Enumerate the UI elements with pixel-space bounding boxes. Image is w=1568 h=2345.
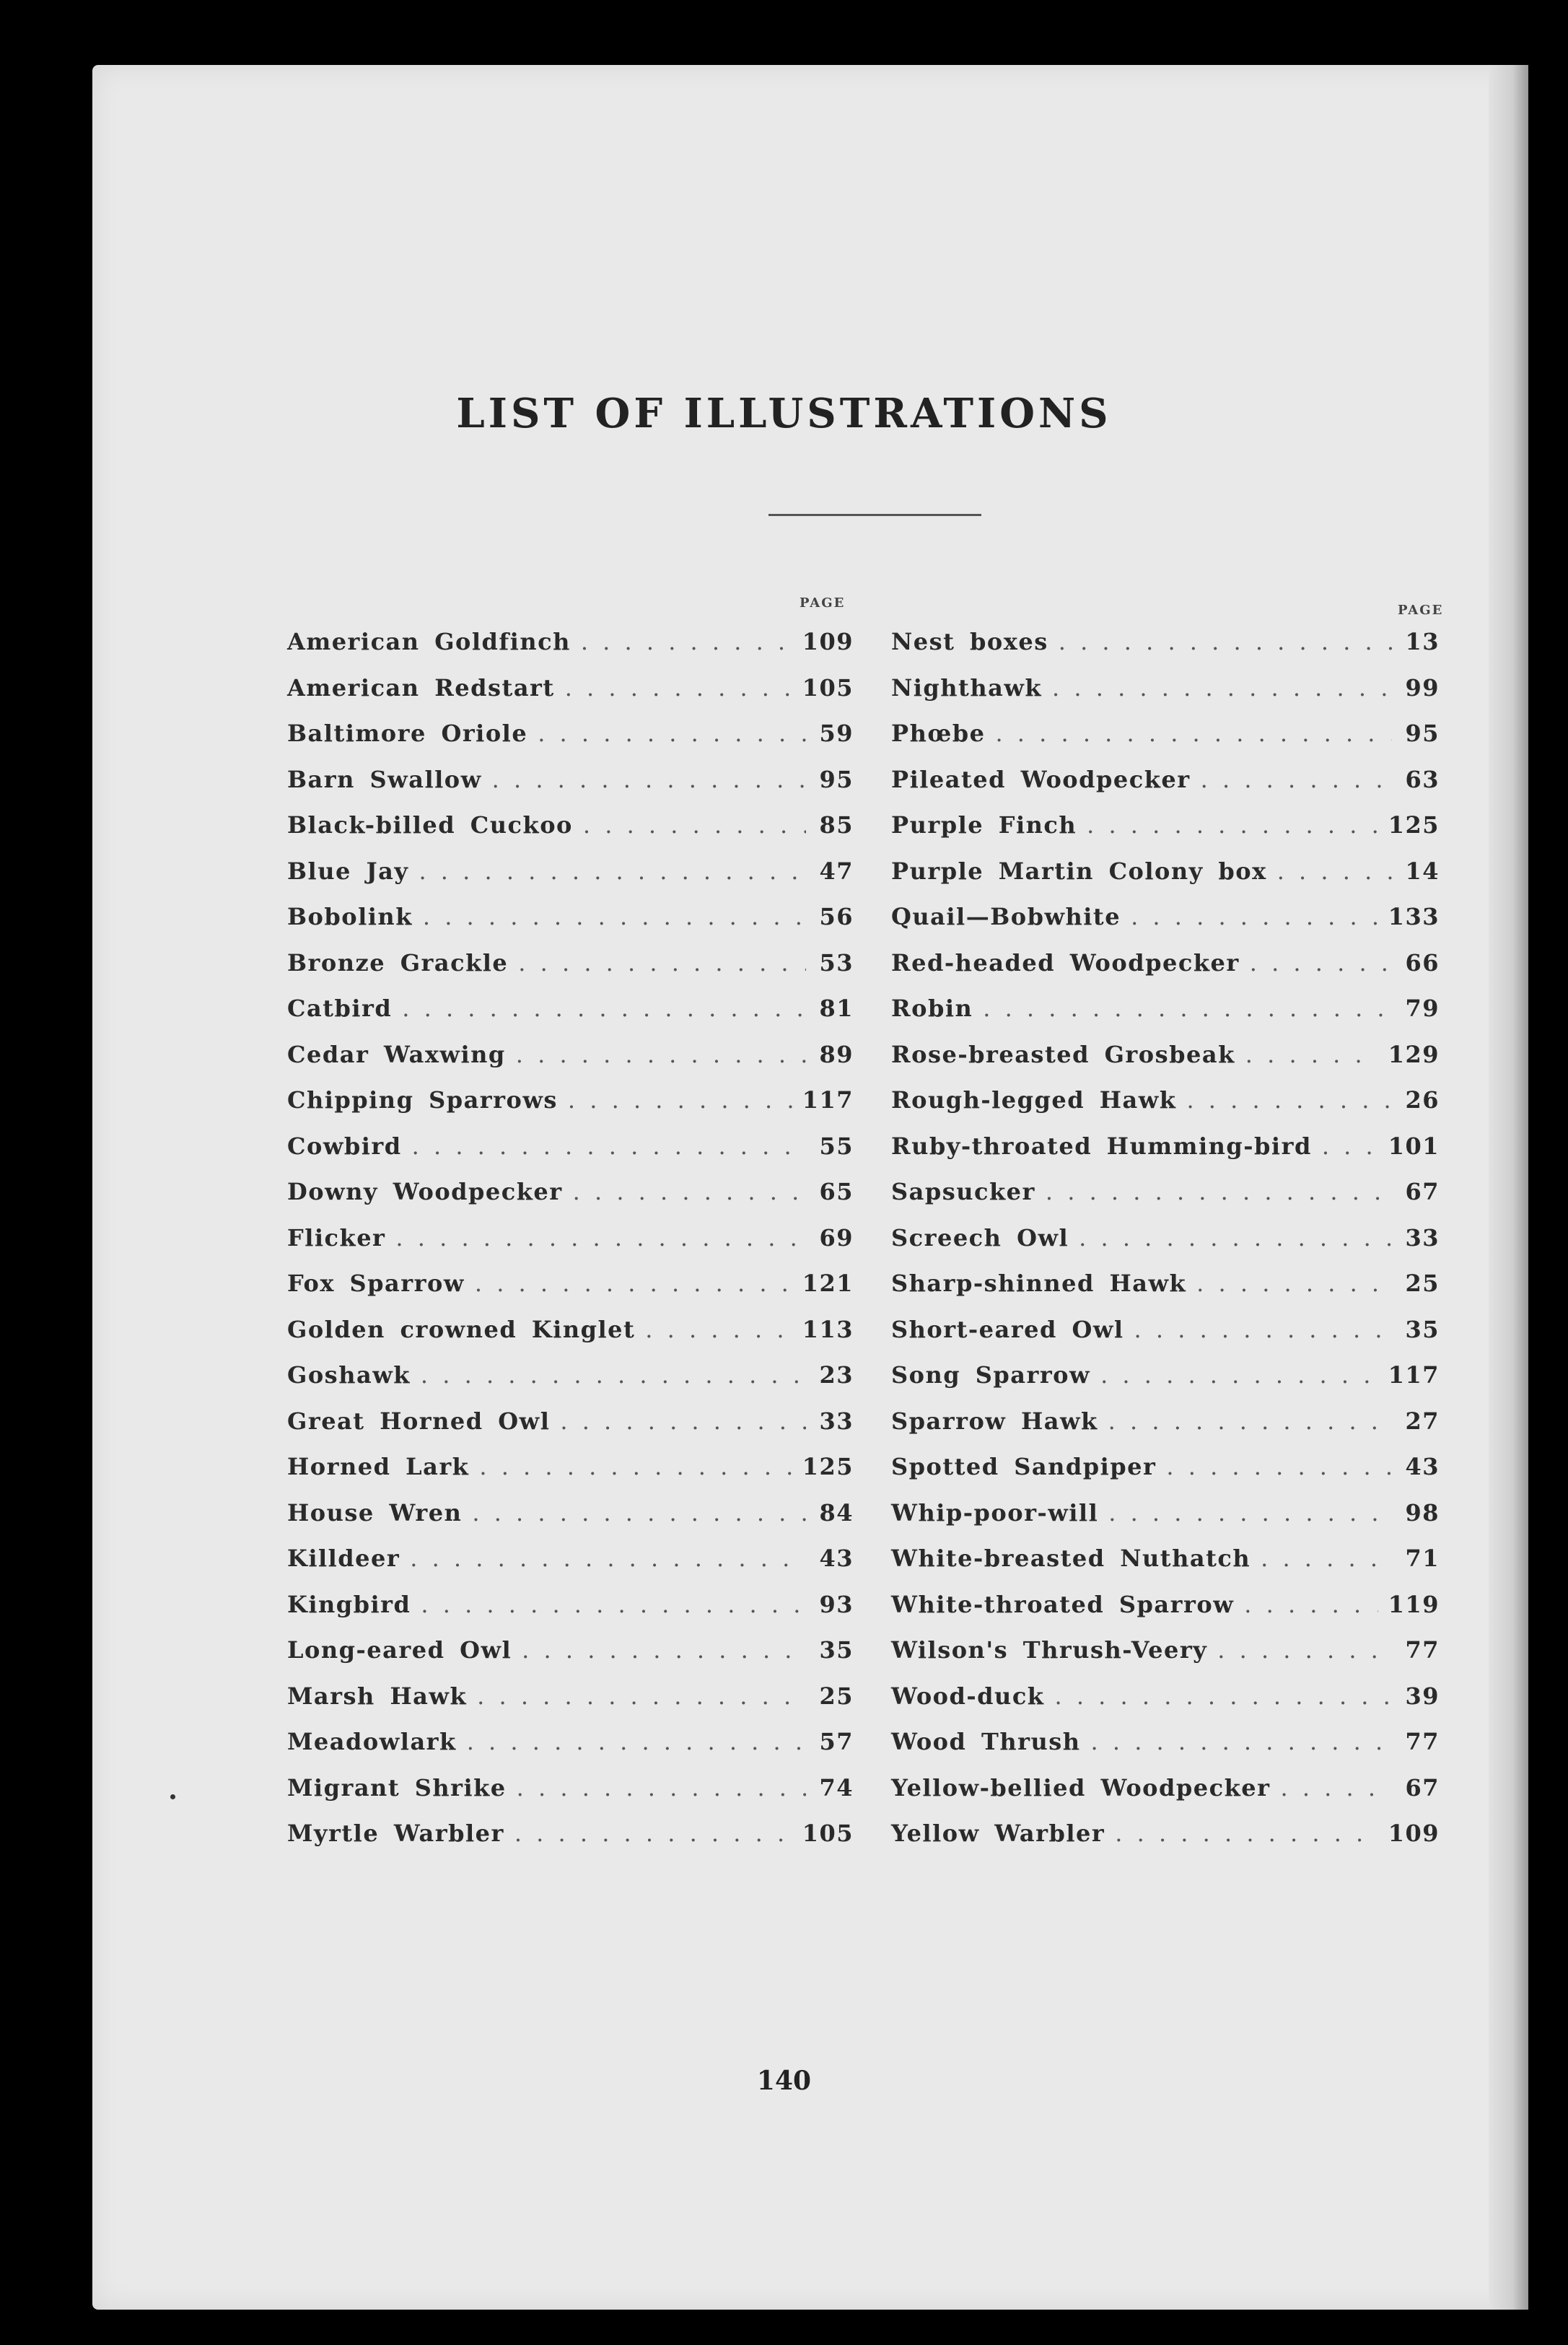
illustration-name: Robin: [891, 995, 973, 1022]
illustration-name: Bobolink: [287, 903, 413, 930]
illustration-page: 35: [1405, 1315, 1440, 1343]
dot-leader: [1108, 1407, 1392, 1435]
list-item: [891, 1636, 1440, 1682]
illustration-name: Killdeer: [287, 1545, 400, 1572]
dot-leader: [1201, 766, 1392, 793]
illustration-page: 74: [819, 1773, 854, 1802]
dot-leader: [1217, 1636, 1392, 1664]
dot-leader: [1244, 1591, 1378, 1618]
list-item: [891, 766, 1440, 812]
list-item: [891, 1316, 1440, 1362]
list-item: [287, 1270, 854, 1316]
illustration-page: 85: [819, 811, 854, 839]
illustration-page: 119: [1388, 1590, 1440, 1618]
illustration-name: Wilson's Thrush-Veery: [891, 1636, 1208, 1664]
illustration-name: Wood Thrush: [891, 1728, 1081, 1755]
dot-leader: [492, 766, 806, 793]
illustration-page: 25: [1405, 1270, 1440, 1297]
list-item: [287, 1132, 854, 1179]
list-item: [287, 674, 854, 720]
illustration-name: Flicker: [287, 1223, 386, 1252]
illustration-name: Short-eared Owl: [891, 1315, 1124, 1343]
illustration-page: 125: [1388, 811, 1440, 839]
list-item: [287, 995, 854, 1041]
list-item: [891, 1224, 1440, 1270]
illustration-name: Migrant Shrike: [287, 1773, 507, 1802]
list-item: [287, 1820, 854, 1866]
title-rule: [768, 514, 981, 516]
dot-leader: [560, 1407, 806, 1435]
illustration-name: Catbird: [287, 995, 393, 1022]
dot-leader: [477, 1682, 806, 1710]
right-page-column-header: PAGE: [1398, 603, 1444, 618]
illustration-page: 95: [819, 765, 854, 793]
illustration-name: Great Horned Owl: [287, 1407, 551, 1435]
illustration-page: 105: [802, 673, 854, 702]
dot-leader: [995, 720, 1392, 747]
illustration-name: Blue Jay: [287, 857, 409, 885]
illustrations-list-right: [891, 628, 1440, 1866]
illustration-page: 55: [819, 1132, 854, 1160]
illustration-name: Whip-poor-will: [891, 1498, 1099, 1527]
illustration-name: Sparrow Hawk: [891, 1407, 1098, 1435]
illustration-page: 25: [819, 1682, 854, 1710]
list-item: [287, 1774, 854, 1820]
illustration-page: 98: [1405, 1498, 1440, 1527]
illustration-name: Yellow-bellied Woodpecker: [891, 1773, 1271, 1802]
dot-leader: [1250, 949, 1392, 977]
list-item: [891, 811, 1440, 857]
dot-leader: [1087, 811, 1378, 839]
list-item: [287, 1407, 854, 1454]
list-item: [287, 1682, 854, 1729]
illustration-page: 77: [1405, 1636, 1440, 1664]
list-item: [287, 1316, 854, 1362]
dot-leader: [410, 1545, 806, 1572]
illustration-name: Golden crowned Kinglet: [287, 1315, 636, 1343]
illustration-page: 43: [819, 1545, 854, 1572]
illustration-page: 79: [1405, 995, 1440, 1022]
illustration-name: Downy Woodpecker: [287, 1178, 563, 1205]
illustration-name: Cowbird: [287, 1132, 402, 1160]
illustration-name: Kingbird: [287, 1590, 411, 1618]
illustration-page: 93: [819, 1590, 854, 1618]
illustration-name: Marsh Hawk: [287, 1682, 468, 1710]
illustration-name: American Goldfinch: [287, 628, 571, 655]
dot-leader: [1322, 1132, 1378, 1160]
list-item: [891, 1682, 1440, 1729]
illustrations-list-left: [287, 628, 854, 1866]
illustration-page: 84: [819, 1498, 854, 1527]
list-item: [287, 1499, 854, 1545]
dot-leader: [538, 720, 806, 747]
dot-leader: [479, 1453, 792, 1480]
illustration-name: Purple Martin Colony box: [891, 857, 1267, 885]
list-item: [891, 995, 1440, 1041]
illustration-page: 67: [1405, 1178, 1440, 1205]
illustration-page: 121: [802, 1270, 854, 1297]
dot-leader: [1115, 1820, 1378, 1847]
illustration-page: 125: [802, 1453, 854, 1480]
illustration-name: Baltimore Oriole: [287, 720, 528, 747]
list-item: [287, 1545, 854, 1591]
list-item: [891, 1545, 1440, 1591]
dot-leader: [581, 628, 792, 655]
illustration-name: White-throated Sparrow: [891, 1590, 1235, 1618]
illustration-page: 67: [1405, 1773, 1440, 1802]
list-item: [891, 1407, 1440, 1454]
illustration-name: Barn Swallow: [287, 765, 482, 793]
illustration-page: 109: [1388, 1820, 1440, 1847]
illustration-name: Spotted Sandpiper: [891, 1453, 1157, 1480]
list-item: [287, 1728, 854, 1774]
illustration-name: American Redstart: [287, 673, 555, 702]
illustration-page: 81: [819, 995, 854, 1022]
illustration-name: Pileated Woodpecker: [891, 765, 1191, 793]
list-item: [287, 1636, 854, 1682]
dot-leader: [1108, 1499, 1392, 1527]
illustration-name: Nest boxes: [891, 628, 1048, 655]
dot-leader: [1196, 1270, 1392, 1297]
illustration-page: 35: [819, 1636, 854, 1664]
illustration-name: Cedar Waxwing: [287, 1040, 506, 1068]
list-item: [891, 1270, 1440, 1316]
illustration-page: 39: [1405, 1682, 1440, 1710]
dot-leader: [467, 1728, 806, 1755]
illustration-page: 53: [819, 948, 854, 977]
illustration-name: Myrtle Warbler: [287, 1820, 504, 1847]
illustration-page: 117: [802, 1086, 854, 1114]
illustration-page: 71: [1405, 1545, 1440, 1572]
list-item: [891, 1132, 1440, 1179]
list-item: [287, 857, 854, 904]
dot-leader: [1059, 628, 1392, 655]
list-item: [891, 1774, 1440, 1820]
illustration-name: Phœbe: [891, 720, 986, 747]
illustration-page: 14: [1405, 857, 1440, 885]
list-item: [891, 857, 1440, 904]
illustration-page: 101: [1388, 1132, 1440, 1160]
list-item: [891, 720, 1440, 766]
illustration-page: 23: [819, 1361, 854, 1389]
dot-leader: [583, 811, 806, 839]
illustration-page: 13: [1405, 628, 1440, 655]
illustration-page: 105: [802, 1820, 854, 1847]
list-item: [891, 1499, 1440, 1545]
dot-leader: [516, 1041, 806, 1068]
list-item: [891, 1041, 1440, 1087]
list-item: [891, 1453, 1440, 1499]
illustration-page: 109: [802, 628, 854, 655]
dot-leader: [412, 1132, 806, 1160]
dot-leader: [565, 674, 792, 702]
list-item: [891, 628, 1440, 674]
dot-leader: [472, 1499, 806, 1527]
illustration-name: Fox Sparrow: [287, 1270, 465, 1297]
list-item: [891, 903, 1440, 949]
illustration-name: Ruby-throated Humming-bird: [891, 1132, 1312, 1160]
dot-leader: [1166, 1453, 1392, 1480]
list-item: [287, 766, 854, 812]
page-title: LIST OF ILLUSTRATIONS: [456, 390, 1112, 437]
left-page-column-header: PAGE: [800, 595, 846, 611]
illustration-name: Horned Lark: [287, 1453, 470, 1480]
illustration-page: 77: [1405, 1728, 1440, 1755]
illustration-name: Purple Finch: [891, 811, 1077, 839]
list-item: [891, 1820, 1440, 1866]
illustration-name: Song Sparrow: [891, 1361, 1091, 1389]
illustration-name: House Wren: [287, 1498, 463, 1527]
illustration-page: 65: [819, 1178, 854, 1205]
dot-leader: [983, 995, 1392, 1022]
illustration-name: Meadowlark: [287, 1728, 457, 1755]
list-item: [287, 1453, 854, 1499]
list-item: [287, 1224, 854, 1270]
list-item: [287, 903, 854, 949]
illustration-page: 89: [819, 1040, 854, 1068]
illustration-page: 113: [802, 1315, 854, 1343]
list-item: [287, 1361, 854, 1407]
illustration-page: 27: [1405, 1407, 1440, 1435]
illustration-page: 69: [819, 1223, 854, 1252]
list-item: [287, 720, 854, 766]
dot-leader: [645, 1316, 792, 1343]
dot-leader: [1100, 1361, 1378, 1389]
illustration-page: 133: [1388, 903, 1440, 930]
scan-speck: [170, 1794, 175, 1799]
illustration-name: Quail—Bobwhite: [891, 903, 1121, 930]
illustration-name: Sharp-shinned Hawk: [891, 1270, 1187, 1297]
illustration-name: White-breasted Nuthatch: [891, 1545, 1251, 1572]
dot-leader: [568, 1086, 792, 1114]
illustration-page: 33: [1405, 1223, 1440, 1252]
dot-leader: [419, 857, 806, 885]
dot-leader: [402, 995, 806, 1022]
list-item: [891, 1086, 1440, 1132]
illustration-page: 99: [1405, 673, 1440, 702]
illustration-page: 63: [1405, 765, 1440, 793]
illustration-name: Rough-legged Hawk: [891, 1086, 1177, 1114]
list-item: [891, 1728, 1440, 1774]
list-item: [891, 1591, 1440, 1637]
illustration-name: Goshawk: [287, 1361, 411, 1389]
illustration-page: 33: [819, 1407, 854, 1435]
illustration-name: Sapsucker: [891, 1178, 1035, 1205]
list-item: [287, 811, 854, 857]
dot-leader: [1052, 674, 1392, 702]
illustration-page: 129: [1388, 1040, 1440, 1068]
dot-leader: [573, 1178, 806, 1205]
illustration-page: 59: [819, 720, 854, 747]
illustration-page: 47: [819, 857, 854, 885]
list-item: [287, 949, 854, 995]
dot-leader: [1091, 1728, 1392, 1755]
dot-leader: [423, 903, 806, 930]
illustration-name: Chipping Sparrows: [287, 1086, 558, 1114]
illustration-name: Screech Owl: [891, 1223, 1069, 1252]
illustration-page: 95: [1405, 720, 1440, 747]
dot-leader: [1079, 1224, 1392, 1252]
illustration-name: Nighthawk: [891, 673, 1043, 702]
dot-leader: [421, 1591, 806, 1618]
illustration-name: Yellow Warbler: [891, 1820, 1105, 1847]
list-item: [287, 1086, 854, 1132]
dot-leader: [1186, 1086, 1392, 1114]
dot-leader: [1131, 903, 1378, 930]
illustration-name: Long-eared Owl: [287, 1636, 512, 1664]
illustration-page: 56: [819, 903, 854, 930]
list-item: [891, 674, 1440, 720]
list-item: [287, 1591, 854, 1637]
page-number: 140: [756, 2066, 812, 2096]
list-item: [287, 1178, 854, 1224]
dot-leader: [1245, 1041, 1378, 1068]
dot-leader: [518, 949, 806, 977]
dot-leader: [514, 1820, 792, 1847]
list-item: [287, 628, 854, 674]
dot-leader: [395, 1224, 806, 1252]
list-item: [891, 1361, 1440, 1407]
list-item: [891, 1178, 1440, 1224]
dot-leader: [1054, 1682, 1392, 1710]
dot-leader: [1046, 1178, 1392, 1205]
illustration-name: Bronze Grackle: [287, 948, 509, 977]
dot-leader: [475, 1270, 792, 1297]
dot-leader: [1261, 1545, 1392, 1572]
list-item: [891, 949, 1440, 995]
illustration-name: Black-billed Cuckoo: [287, 811, 573, 839]
dot-leader: [1280, 1774, 1392, 1802]
illustration-name: Wood-duck: [891, 1682, 1045, 1710]
illustration-page: 57: [819, 1728, 854, 1755]
dot-leader: [522, 1636, 806, 1664]
illustration-name: Red-headed Woodpecker: [891, 948, 1240, 977]
illustration-page: 26: [1405, 1086, 1440, 1114]
illustration-name: Rose-breasted Grosbeak: [891, 1040, 1235, 1068]
dot-leader: [517, 1774, 806, 1802]
list-item: [287, 1041, 854, 1087]
dot-leader: [1134, 1316, 1392, 1343]
dot-leader: [421, 1361, 806, 1389]
illustration-page: 66: [1405, 948, 1440, 977]
dot-leader: [1277, 857, 1392, 885]
illustration-page: 117: [1388, 1361, 1440, 1389]
illustration-page: 43: [1405, 1453, 1440, 1480]
